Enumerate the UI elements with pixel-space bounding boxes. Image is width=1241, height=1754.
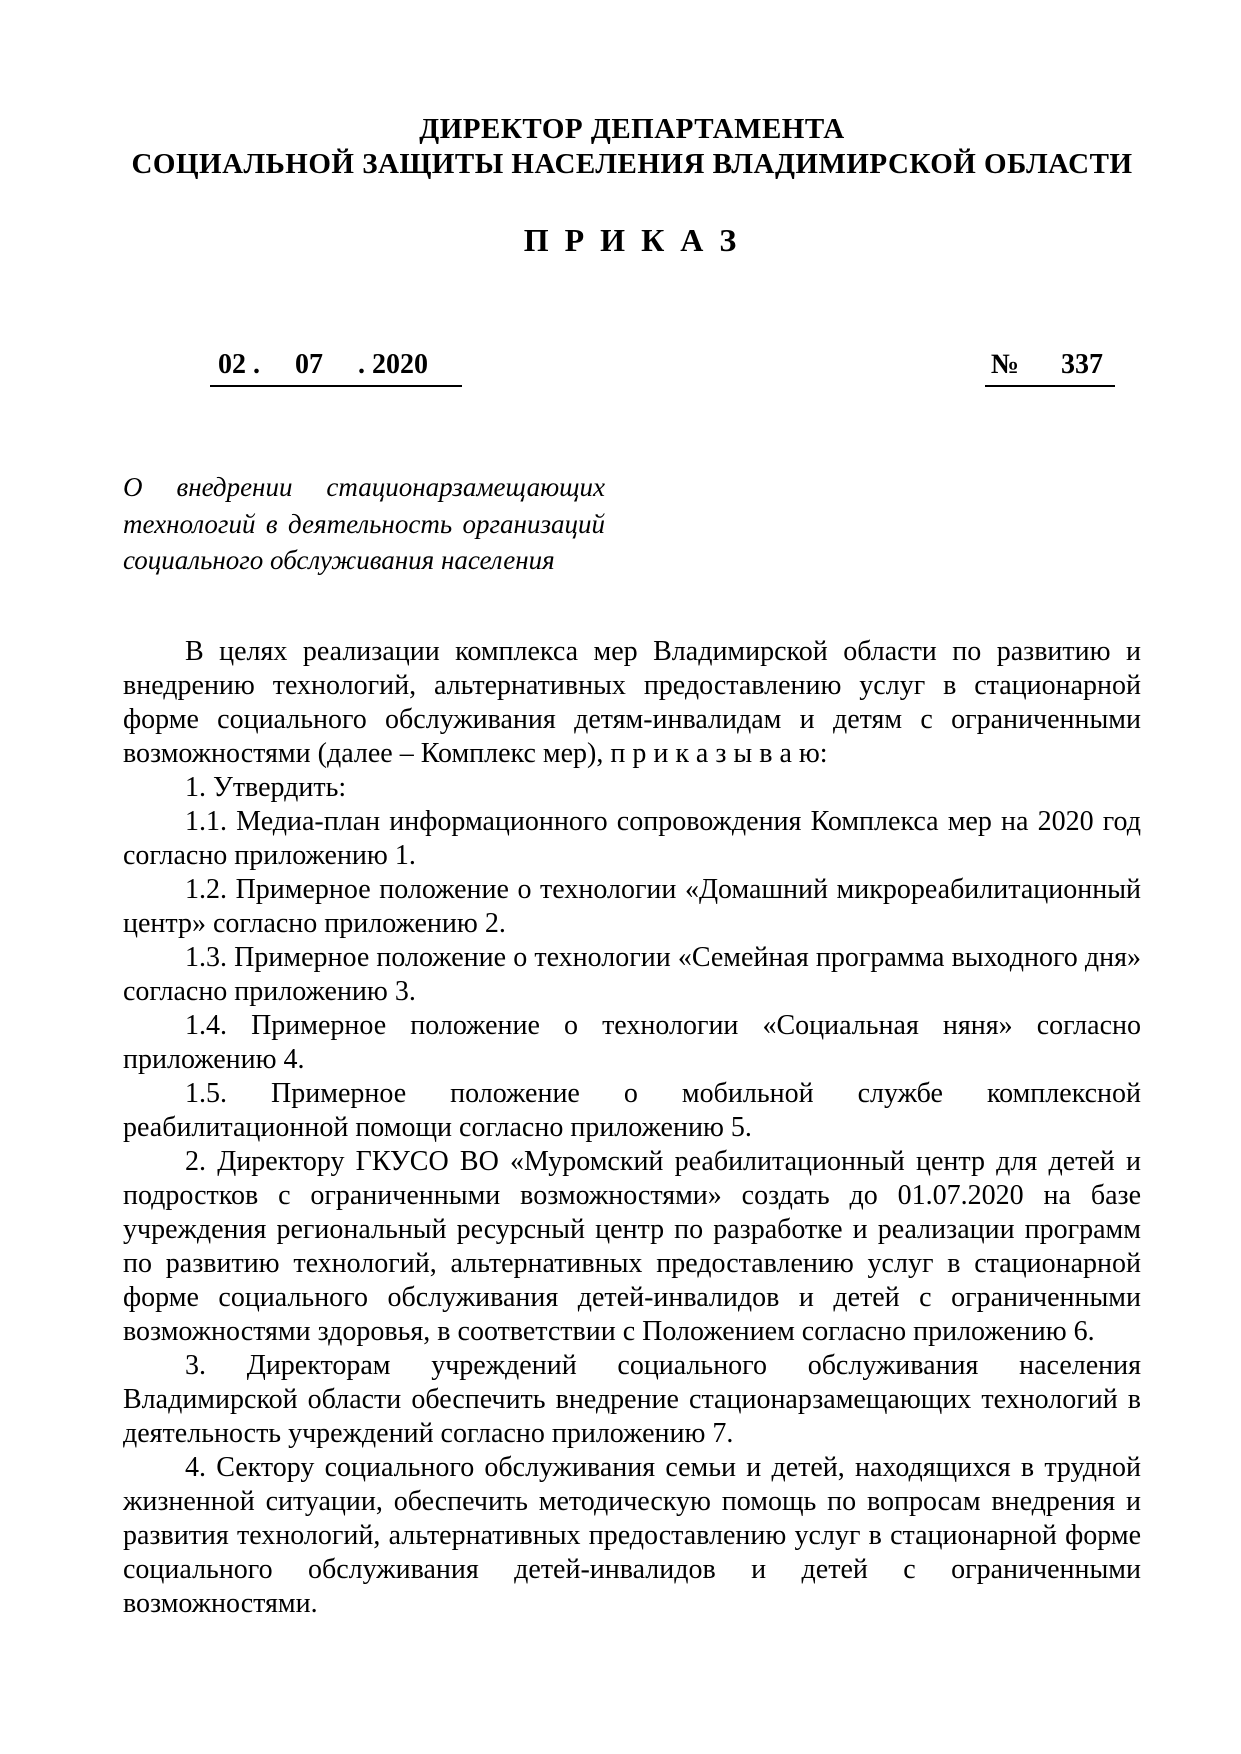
organization-header [123, 0, 1141, 182]
document-content [123, 0, 1141, 1621]
order-date: 02 . 07 . 2020 [210, 348, 462, 387]
number-sign: № [990, 349, 1019, 380]
body-paragraph: 1. Утвердить: [185, 771, 347, 803]
order-body [123, 635, 1141, 1621]
body-paragraph: 4. Сектору социального обслуживания семьи и детей, находящихся в трудной жизненной ситуации, обеспечить методическую помощь по вопросам внедрения и развития технологий, альтернативных предоставлению услуг в стационарной форме социального обслуживания детей-инвалидов и детей с ограниченными возможностями. [123, 1451, 1141, 1619]
document-type-title: П Р И К А З [523, 222, 741, 258]
organization-header-line2: СОЦИАЛЬНОЙ ЗАЩИТЫ НАСЕЛЕНИЯ ВЛАДИМИРСКОЙ ОБЛАСТИ [131, 148, 1133, 180]
body-paragraph: 1.5. Примерное положение о мобильной службе комплексной реабилитационной помощи согласно приложению 5. [123, 1077, 1141, 1143]
body-paragraph: 1.2. Примерное положение о технологии «Домашний микрореабилитационный центр» согласно приложению 2. [123, 873, 1141, 939]
body-paragraph: В целях реализации комплекса мер Владимирской области по развитию и внедрению технологий, альтернативных предоставлению услуг в стационарной форме социального обслуживания детям-инвалидам и детям с ограниченными возможностями (далее – Комплекс мер), п р и к а з ы в а ю: [123, 635, 1141, 769]
order-subject-text: О внедрении стационарзамещающих технологий в деятельность организаций социального обслуживания населения [123, 472, 605, 575]
number-value: 337 [1061, 349, 1103, 380]
body-paragraph: 1.3. Примерное положение о технологии «Семейная программа выходного дня» согласно приложению 3. [123, 941, 1141, 1007]
body-paragraph: 1.1. Медиа-план информационного сопровождения Комплекса мер на 2020 год согласно приложению 1. [123, 805, 1141, 871]
body-paragraph: 1.4. Примерное положение о технологии «Социальная няня» согласно приложению 4. [123, 1009, 1141, 1075]
body-paragraph: 2. Директору ГКУСО ВО «Муромский реабилитационный центр для детей и подростков с ограниченными возможностями» создать до 01.07.2020 на базе учреждения региональный ресурсный центр по разработке и реализации программ по развитию технологий, альтернативных предоставлению услуг в стационарной форме социального обслуживания детей-инвалидов и детей с ограниченными возможностями здоровья, в соответствии с Положением согласно приложению 6. [123, 1145, 1141, 1347]
order-subject [123, 469, 605, 579]
organization-header-line1: ДИРЕКТОР ДЕПАРТАМЕНТА [419, 113, 845, 145]
body-paragraph: 3. Директорам учреждений социального обслуживания населения Владимирской области обеспечить внедрение стационарзамещающих технологий в деятельность учреждений согласно приложению 7. [123, 1349, 1141, 1449]
date-number-row [123, 348, 1141, 387]
order-number [985, 348, 1115, 387]
